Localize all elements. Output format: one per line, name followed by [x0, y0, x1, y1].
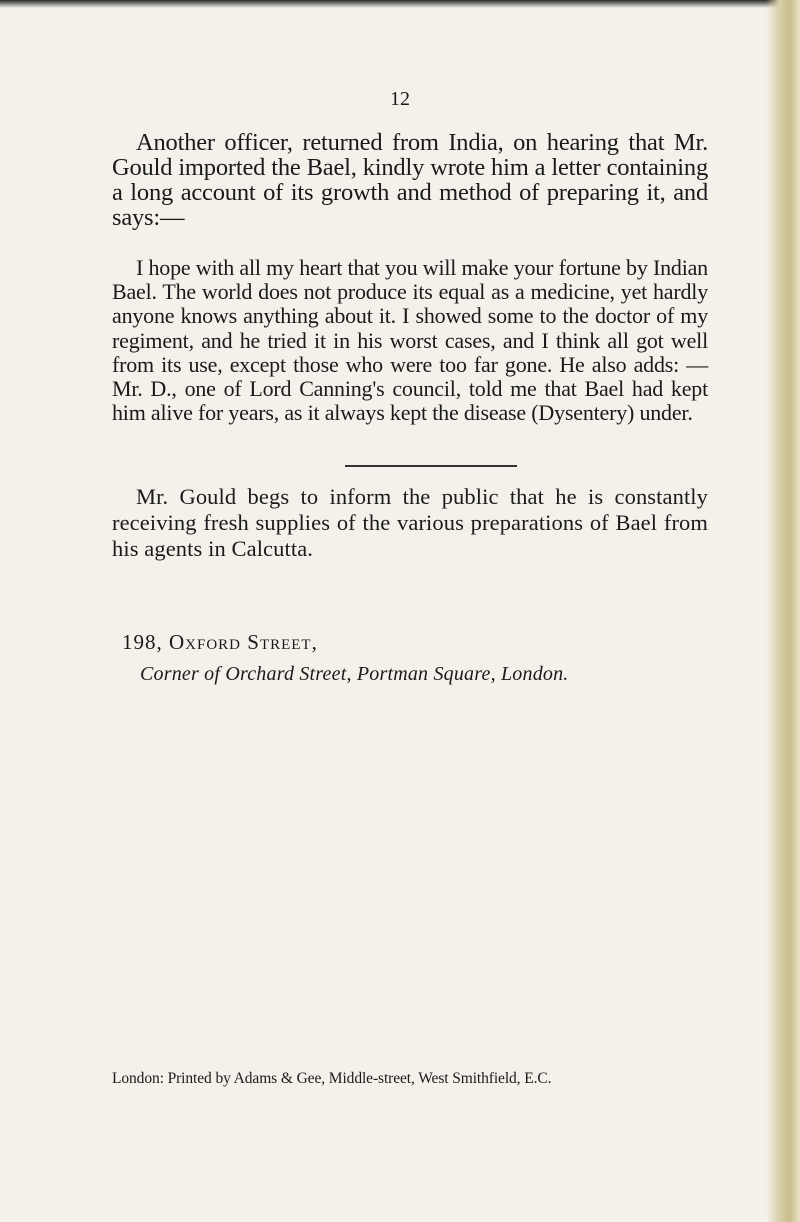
street-address-text: 198, Oxford Street, — [122, 630, 318, 654]
street-address — [122, 630, 318, 655]
page-number: 12 — [390, 88, 410, 110]
printer-imprint: London: Printed by Adams & Gee, Middle-street, West Smithfield, E.C. — [112, 1070, 552, 1087]
section-divider — [345, 465, 517, 467]
corner-address: Corner of Orchard Street, Portman Square, London. — [140, 663, 569, 685]
intro-paragraph: Another officer, returned from India, on hearing that Mr. Gould imported the Bael, kindly wrote him a letter containing a long account of its growth and method of preparing it, and says:— — [112, 129, 708, 231]
notice-paragraph: Mr. Gould begs to inform the public that he is constantly receiving fresh supplies of the various preparations of Bael from his agents in Calcutta. — [112, 484, 708, 561]
letter-quote-paragraph: I hope with all my heart that you will make your fortune by Indian Bael. The world does not produce its equal as a medicine, yet hardly anyone knows anything about it. I showed some to the doctor of my regiment, and he tried it in his worst cases, and I think all got well from its use, except those who were too far gone. He also adds: —Mr. D., one of Lord Canning's council, told me that Bael had kept him alive for years, as it always kept the disease (Dysentery) under. — [112, 255, 708, 426]
